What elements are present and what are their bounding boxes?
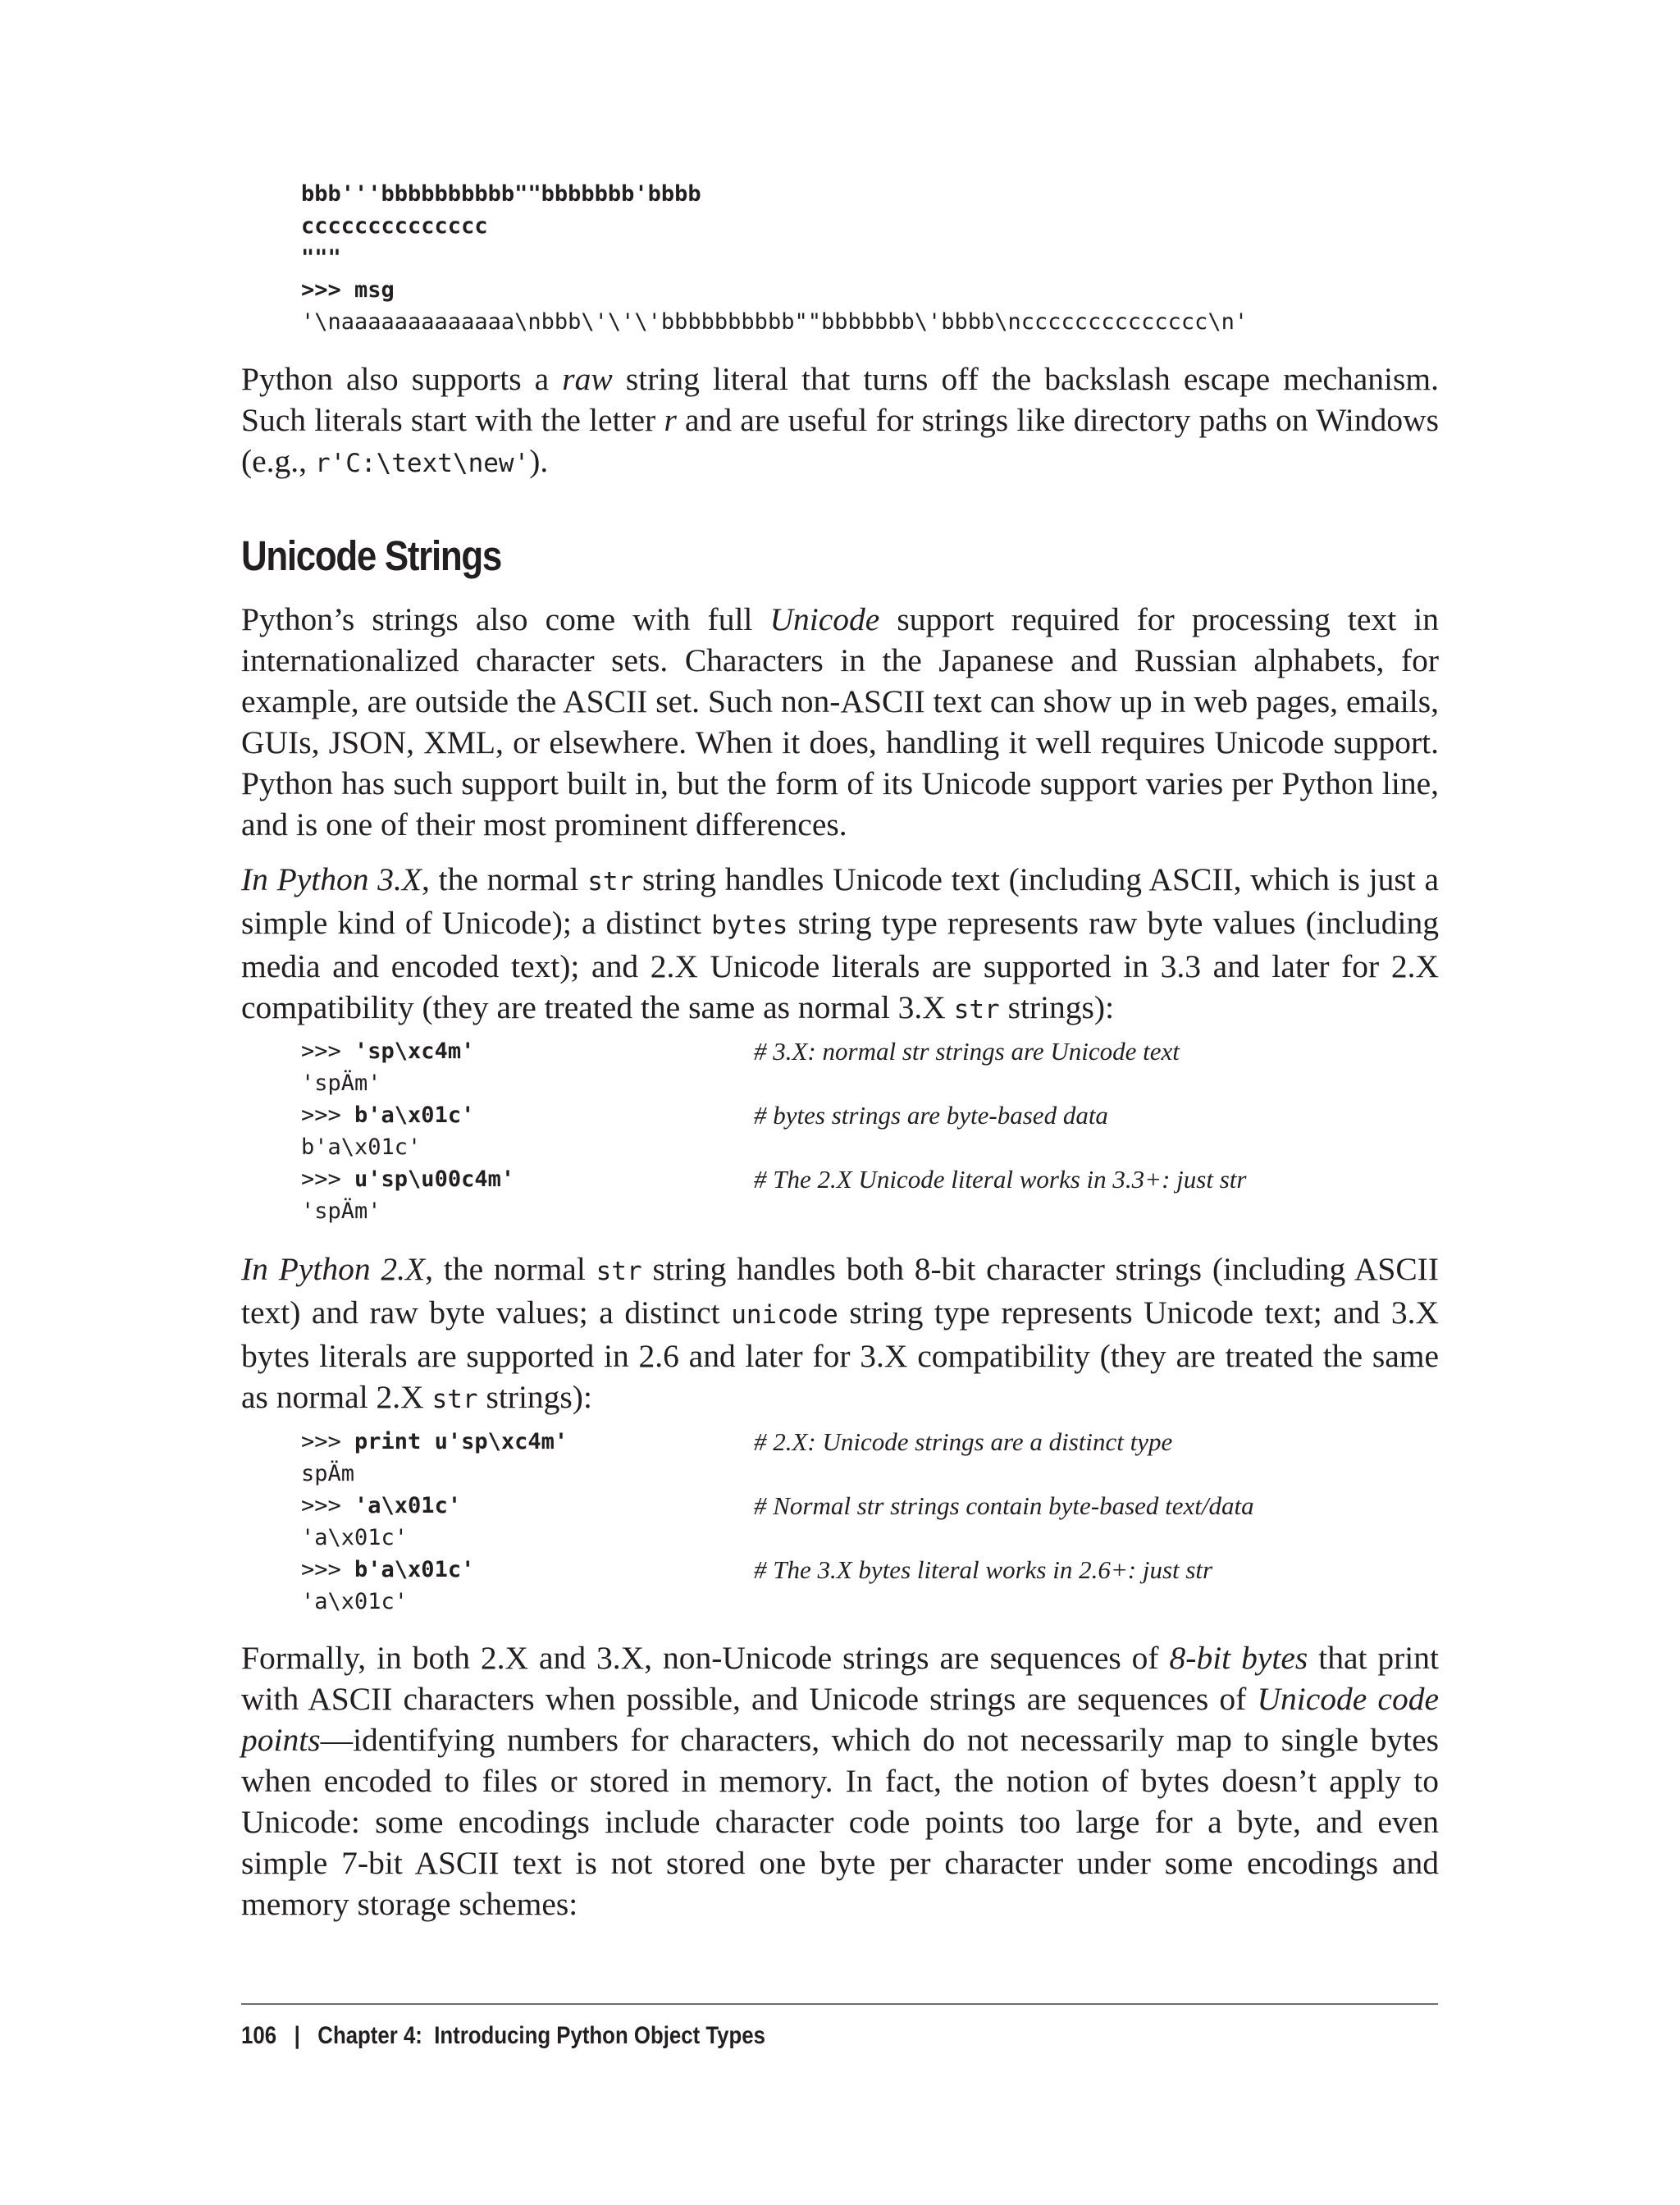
code-comment: # Normal str strings contain byte-based text/data (754, 1491, 1254, 1520)
code-line: cccccccccccccc (301, 213, 488, 239)
code-line-output: 'spÄm' (301, 1198, 381, 1224)
code-line-input: >>> 'sp\xc4m' # 3.X: normal str strings are Unicode text (301, 1037, 1180, 1066)
paragraph-unicode-intro: Python’s strings also come with full Unicode support required for processing text in internationalized character sets. Characters in the Japanese and Russian alphabets, for example, are outside the ASCII set. Such non-ASCII text can show up in web pages, emails, GUIs, JSON, XML, or elsewhere. When it does, handling it well requires Unicode support. Python has such support built in, but the form of its Unicode support varies per Python line, and is one of their most prominent differences. (241, 601, 1439, 842)
code-block-msg (301, 178, 1449, 338)
code-line-input: >>> b'a\x01c' # bytes strings are byte-based data (301, 1101, 1108, 1130)
code-line-input: >>> print u'sp\xc4m' # 2.X: Unicode strings are a distinct type (301, 1427, 1173, 1456)
paragraph-python2: In Python 2.X, the normal str string handles both 8-bit character strings (including ASCII text) and raw byte values; a distinct unicode string type represents Unicode text; and 3.X bytes literals are supported in 2.6 and later for 3.X compatibility (they are treated the same as normal 2.X str strings): (241, 1251, 1439, 1415)
page-footer (241, 2020, 765, 2052)
inline-code: bytes (711, 911, 788, 940)
inline-code: unicode (731, 1300, 838, 1330)
code-line-input: >>> 'a\x01c' # Normal str strings contain byte-based text/data (301, 1491, 1254, 1520)
code-line-output: b'a\x01c' (301, 1134, 422, 1160)
inline-code: r'C:\text\new' (314, 449, 530, 478)
chapter-title: Chapter 4: Introducing Python Object Types (317, 2022, 765, 2049)
code-line-output: '\naaaaaaaaaaaaa\nbbb\'\'\'bbbbbbbbbb""bbbbbbb\'bbbb\ncccccccccccccc\n' (301, 309, 1249, 335)
inline-code: str (596, 1257, 642, 1286)
code-block-python3 (301, 1035, 1449, 1227)
code-comment: # 2.X: Unicode strings are a distinct type (754, 1427, 1173, 1456)
code-line: >>> msg (301, 277, 395, 303)
code-line-output: 'a\x01c' (301, 1589, 409, 1614)
paragraph-raw-strings: Python also supports a raw string literal that turns off the backslash escape mechanism. Such literals start with the letter r and are useful for strings like directory paths on Windows (e.g., r'C:\text\new'). (241, 361, 1439, 479)
footer-separator: | (294, 2022, 300, 2049)
paragraph-formal-definition: Formally, in both 2.X and 3.X, non-Unicode strings are sequences of 8-bit bytes that print with ASCII characters when possible, and Unicode strings are sequences of Unicode code points—identifying numbers for characters, which do not necessarily map to single bytes when encoded to files or stored in memory. In fact, the notion of bytes doesn’t apply to Unicode: some encodings include character code points too large for a byte, and even simple 7-bit ASCII text is not stored one byte per character under some encodings and memory storage schemes: (241, 1640, 1439, 1922)
code-line-input: >>> u'sp\u00c4m' # The 2.X Unicode literal works in 3.3+: just str (301, 1165, 1247, 1194)
code-comment: # 3.X: normal str strings are Unicode text (754, 1037, 1180, 1066)
code-comment: # The 3.X bytes literal works in 2.6+: just str (754, 1555, 1213, 1584)
inline-code: str (953, 995, 1000, 1025)
section-heading: Unicode Strings (241, 532, 501, 579)
paragraph-python3: In Python 3.X, the normal str string handles Unicode text (including ASCII, which is just a simple kind of Unicode); a distinct bytes string type represents raw byte values (including media and encoded text); and 2.X Unicode literals are supported in 3.3 and later for 2.X compatibility (they are treated the same as normal 3.X str strings): (241, 861, 1440, 1025)
footer-rule (241, 2003, 1438, 2005)
code-line: """ (301, 245, 341, 271)
code-comment: # bytes strings are byte-based data (754, 1101, 1108, 1130)
code-comment: # The 2.X Unicode literal works in 3.3+: just str (754, 1165, 1247, 1194)
code-block-python2 (301, 1426, 1449, 1618)
inline-code: str (431, 1385, 478, 1414)
code-line-output: spÄm (301, 1461, 355, 1486)
code-line: bbb'''bbbbbbbbbb""bbbbbbb'bbbb (301, 181, 701, 207)
code-line-input: >>> b'a\x01c' # The 3.X bytes literal works in 2.6+: just str (301, 1555, 1213, 1584)
code-line-output: 'spÄm' (301, 1071, 381, 1096)
code-line-output: 'a\x01c' (301, 1525, 409, 1550)
page-number: 106 (241, 2022, 277, 2049)
inline-code: str (587, 867, 634, 897)
